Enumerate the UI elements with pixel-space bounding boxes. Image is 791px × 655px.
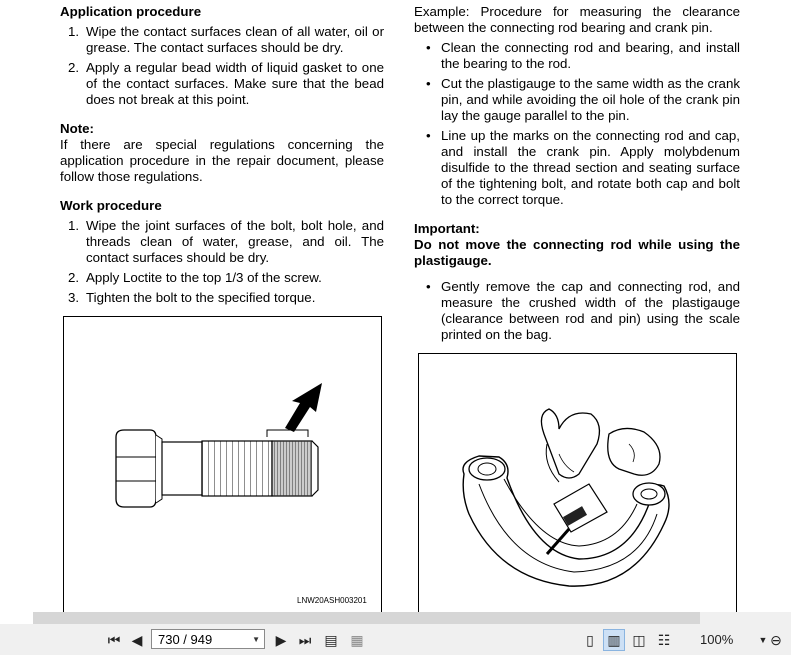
list-item [414, 128, 740, 208]
prev-page-button[interactable] [126, 629, 148, 651]
item-text: Apply a regular bead width of liquid gasket to one of the contact surfaces. Make sure that the bead does not break at this point. [86, 60, 384, 107]
measure-bullets [414, 279, 740, 343]
item-text: Tighten the bolt to the specified torque. [86, 290, 316, 305]
important-heading: Important: [414, 221, 480, 236]
export-icon: ▦ [350, 631, 364, 648]
bookmark-icon: ▤ [324, 631, 338, 648]
bullet-icon: • [426, 128, 431, 143]
bullet-icon: • [426, 279, 431, 294]
next-page-icon: ▶ [275, 631, 287, 648]
list-item [414, 76, 740, 124]
item-number: 3. [68, 290, 80, 305]
zoom-out-icon: ⊖ [770, 631, 782, 648]
chevron-down-icon: ▼ [252, 635, 260, 644]
prev-page-icon: ◀ [131, 631, 143, 648]
list-item [60, 60, 384, 108]
zoom-dropdown-icon: ▼ [758, 635, 768, 645]
bullet-icon: • [426, 76, 431, 91]
next-page-button[interactable] [270, 629, 292, 651]
two-page-continuous-button[interactable] [653, 629, 675, 651]
note-text: If there are special regulations concerning the application procedure in the repair document, please follow those regulations. [60, 137, 384, 184]
connecting-rod-illustration [419, 354, 736, 612]
two-page-button[interactable] [628, 629, 650, 651]
application-heading: Application procedure [60, 4, 202, 19]
bolt-figure [63, 316, 382, 612]
item-number: 1. [68, 24, 80, 39]
single-page-icon: ▯ [586, 631, 594, 648]
bullet-icon: • [426, 40, 431, 55]
zoom-out-button[interactable] [765, 629, 787, 651]
item-text: Apply Loctite to the top 1/3 of the screw. [86, 270, 322, 285]
list-item [60, 270, 384, 286]
example-intro: Example: Procedure for measuring the clearance between the connecting rod bearing and crank pin. [414, 4, 740, 35]
list-item [60, 218, 384, 266]
scrollbar-track[interactable] [700, 612, 791, 624]
horizontal-scrollbar[interactable] [33, 612, 700, 624]
first-page-icon: ⏮ [107, 631, 121, 648]
continuous-icon: ▥ [607, 631, 621, 648]
list-item [414, 279, 740, 343]
export-button[interactable] [346, 629, 368, 651]
procedure-bullets [414, 40, 740, 208]
list-item [60, 290, 384, 306]
important-text: Do not move the connecting rod while using the plastigauge. [414, 237, 740, 268]
item-number: 1. [68, 218, 80, 233]
bolt-illustration [64, 317, 381, 612]
figure-label: LNW20ASH003201 [297, 596, 367, 605]
bookmark-button[interactable] [320, 629, 342, 651]
note-heading: Note: [60, 121, 94, 136]
item-number: 2. [68, 60, 80, 75]
two-page-continuous-icon: ☷ [657, 631, 671, 648]
zoom-level[interactable]: 100% [700, 632, 734, 647]
list-item [60, 24, 384, 56]
first-page-button[interactable] [103, 629, 125, 651]
item-text: Line up the marks on the connecting rod and cap, and install the crank pin. Apply molybdenum disulfide to the thread section and seating surface of the tightening bolt, and rotate both cap and bolt to the correct torque. [441, 128, 740, 207]
work-heading: Work procedure [60, 198, 162, 213]
page-indicator: 730 / 949 [158, 632, 213, 647]
application-list [60, 24, 384, 108]
item-number: 2. [68, 270, 80, 285]
item-text: Gently remove the cap and connecting rod, and measure the crushed width of the plastigauge (clearance between rod and pin) using the scale printed on the bag. [441, 279, 740, 342]
single-page-button[interactable] [579, 629, 601, 651]
last-page-button[interactable] [294, 629, 316, 651]
right-column [414, 4, 740, 343]
arrow-icon [285, 383, 322, 432]
continuous-button[interactable] [603, 629, 625, 651]
item-text: Wipe the joint surfaces of the bolt, bolt hole, and threads clean of water, grease, and oil. The contact surfaces should be dry. [86, 218, 384, 265]
work-list [60, 218, 384, 306]
item-text: Clean the connecting rod and bearing, and install the bearing to the rod. [441, 40, 740, 71]
left-column [60, 4, 384, 306]
item-text: Wipe the contact surfaces clean of all water, oil or grease. The contact surfaces should be dry. [86, 24, 384, 55]
item-text: Cut the plastigauge to the same width as the crank pin, and while avoiding the oil hole of the crank pin lay the gauge parallel to the pin. [441, 76, 740, 123]
two-page-icon: ◫ [632, 631, 646, 648]
page-number-input[interactable] [151, 629, 265, 649]
connecting-rod-figure [418, 353, 737, 612]
last-page-icon: ⏭ [298, 631, 312, 648]
list-item [414, 40, 740, 72]
